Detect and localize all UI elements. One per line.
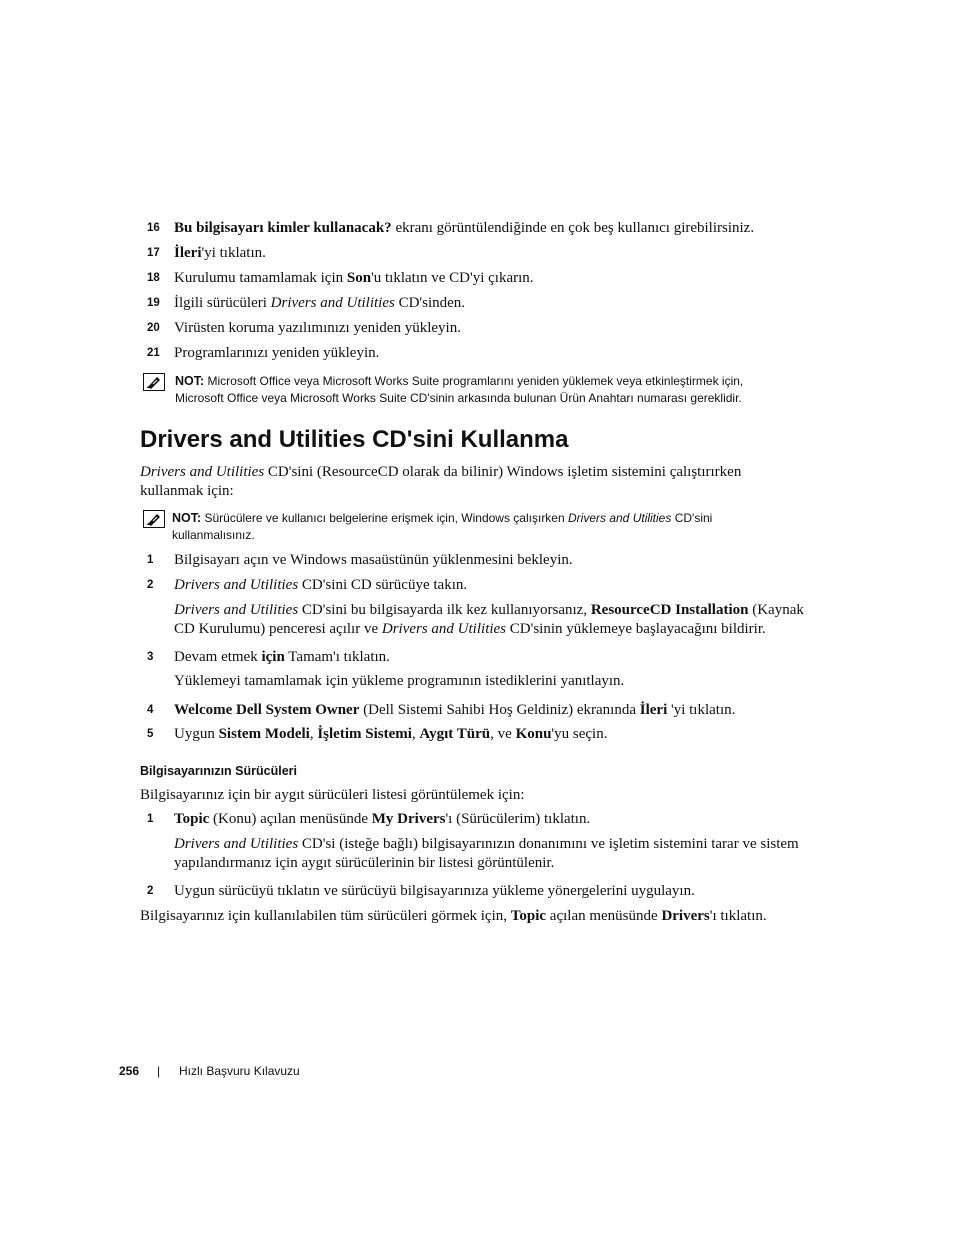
step-text: CD'sini CD sürücüye takın. <box>298 577 468 593</box>
step-number: 16 <box>147 222 160 234</box>
para-italic: Drivers and Utilities <box>174 836 299 852</box>
outro-text: açılan menüsünde <box>546 908 662 924</box>
para-italic: Drivers and Utilities <box>174 602 299 618</box>
note-text: Microsoft Office veya Microsoft Works Suite CD'sinin arkasında bulunan Ürün Anahtarı numarası gereklidir. <box>175 391 742 405</box>
step-bold: Aygıt Türü <box>419 726 491 742</box>
step-bold: Bu bilgisayarı kimler kullanacak? <box>174 220 392 236</box>
step-text: , <box>411 726 420 742</box>
step-text: (Dell Sistemi Sahibi Hoş Geldiniz) ekranında <box>359 702 640 718</box>
intro-text: CD'sini (ResourceCD olarak da bilinir) Windows işletim sistemini çalıştırırken <box>264 464 742 480</box>
step-number: 20 <box>147 322 160 334</box>
step-text: Virüsten koruma yazılımınızı yeniden yükleyin. <box>174 320 461 336</box>
cd-step-2-paragraph <box>174 601 824 639</box>
note-text: Sürücülere ve kullanıcı belgelerine erişmek için, Windows çalışırken <box>201 511 568 525</box>
step-text: Bilgisayarı açın ve Windows masaüstünün yüklenmesini bekleyin. <box>174 552 573 568</box>
step-number: 21 <box>147 347 160 359</box>
note-block <box>143 509 823 545</box>
para-bold: ResourceCD Installation <box>590 602 749 618</box>
note-text: kullanmalısınız. <box>172 528 255 542</box>
outro-bold: Topic <box>510 908 547 924</box>
step-text: Uygun <box>174 726 219 742</box>
step-text: İlgili sürücüleri <box>174 295 271 311</box>
step-number: 4 <box>147 704 154 716</box>
step-bold: İleri <box>174 245 202 261</box>
subsection-outro <box>140 907 820 926</box>
step-bold: Konu <box>515 726 552 742</box>
step-text: 'yi tıklatın. <box>201 245 266 261</box>
step-bold: İşletim Sistemi <box>317 726 412 742</box>
note-text: Microsoft Office veya Microsoft Works Suite programlarını yeniden yüklemek veya etkinleştirmek için, <box>204 374 744 388</box>
para-text: CD'sinin yüklemeye başlayacağını bildirir. <box>506 621 766 637</box>
cd-step-3-paragraph: Yüklemeyi tamamlamak için yükleme programının istediklerini yanıtlayın. <box>174 673 625 689</box>
outro-text: 'ı tıklatın. <box>709 908 767 924</box>
step-text: 'ı (Sürücülerim) tıklatın. <box>445 811 591 827</box>
step-text: 'yi tıklatın. <box>667 702 736 718</box>
note-text: CD'sini <box>671 511 713 525</box>
step-text: 'u tıklatın ve CD'yi çıkarın. <box>371 270 534 286</box>
outro-text: Bilgisayarınız için kullanılabilen tüm sürücüleri görmek için, <box>140 908 511 924</box>
step-text: (Konu) açılan menüsünde <box>209 811 372 827</box>
step-text: , <box>309 726 318 742</box>
note-pencil-icon <box>143 373 165 391</box>
para-text: yapılandırmanız için aygıt sürücülerinin bir listesi görüntülenir. <box>174 855 555 871</box>
outro-bold: Drivers <box>661 908 710 924</box>
step-bold: İleri <box>639 702 668 718</box>
step-number: 19 <box>147 297 160 309</box>
step-text: , ve <box>490 726 516 742</box>
step-number: 2 <box>147 579 154 591</box>
step-text: Kurulumu tamamlamak için <box>174 270 347 286</box>
note-label: NOT: <box>175 374 205 388</box>
step-number: 3 <box>147 651 154 663</box>
step-text: ekranı görüntülendiğinde en çok beş kullanıcı girebilirsiniz. <box>391 220 755 236</box>
step-text: Tamam'ı tıklatın. <box>284 649 390 665</box>
step-number: 1 <box>147 554 154 566</box>
step-text: 'yu seçin. <box>551 726 608 742</box>
step-bold: Son <box>346 270 372 286</box>
para-text: CD Kurulumu) penceresi açılır ve <box>174 621 382 637</box>
step-text: Uygun sürücüyü tıklatın ve sürücüyü bilgisayarınıza yükleme yönergelerini uygulayın. <box>174 883 695 899</box>
step-text: CD'sinden. <box>394 295 466 311</box>
step-number: 5 <box>147 728 154 740</box>
note-italic: Drivers and Utilities <box>568 511 672 525</box>
driver-step-1-paragraph <box>174 835 824 873</box>
step-number: 18 <box>147 272 160 284</box>
step-italic: Drivers and Utilities <box>174 577 299 593</box>
footer-book-title: Hızlı Başvuru Kılavuzu <box>179 1064 300 1078</box>
para-italic: Drivers and Utilities <box>381 621 507 637</box>
para-text: CD'sini bu bilgisayarda ilk kez kullanıyorsanız, <box>298 602 591 618</box>
step-number: 17 <box>147 247 160 259</box>
step-number: 2 <box>147 885 154 897</box>
note-pencil-icon <box>143 510 165 528</box>
step-bold: Welcome Dell System Owner <box>174 702 360 718</box>
intro-text: kullanmak için: <box>140 483 234 499</box>
step-bold: için <box>261 649 285 665</box>
para-text: CD'si (isteğe bağlı) bilgisayarınızın donanımını ve işletim sistemini tarar ve sistem <box>298 836 799 852</box>
page-number: 256 <box>119 1064 140 1078</box>
step-italic: Drivers and Utilities <box>270 295 395 311</box>
intro-italic: Drivers and Utilities <box>140 464 265 480</box>
section-title: Drivers and Utilities CD'sini Kullanma <box>140 426 569 453</box>
note-block <box>143 372 823 408</box>
step-number: 1 <box>147 813 154 825</box>
note-label: NOT: <box>172 511 202 525</box>
step-text: Devam etmek <box>174 649 262 665</box>
footer-separator: | <box>157 1064 161 1078</box>
step-bold: My Drivers <box>371 811 446 827</box>
para-text: (Kaynak <box>748 602 804 618</box>
step-text: Programlarınızı yeniden yükleyin. <box>174 345 380 361</box>
subsection-intro: Bilgisayarınız için bir aygıt sürücüleri listesi görüntülemek için: <box>140 787 525 803</box>
subsection-title: Bilgisayarınızın Sürücüleri <box>140 764 297 778</box>
step-bold: Topic <box>174 811 210 827</box>
step-bold: Sistem Modeli <box>218 726 310 742</box>
section-intro <box>140 463 820 501</box>
